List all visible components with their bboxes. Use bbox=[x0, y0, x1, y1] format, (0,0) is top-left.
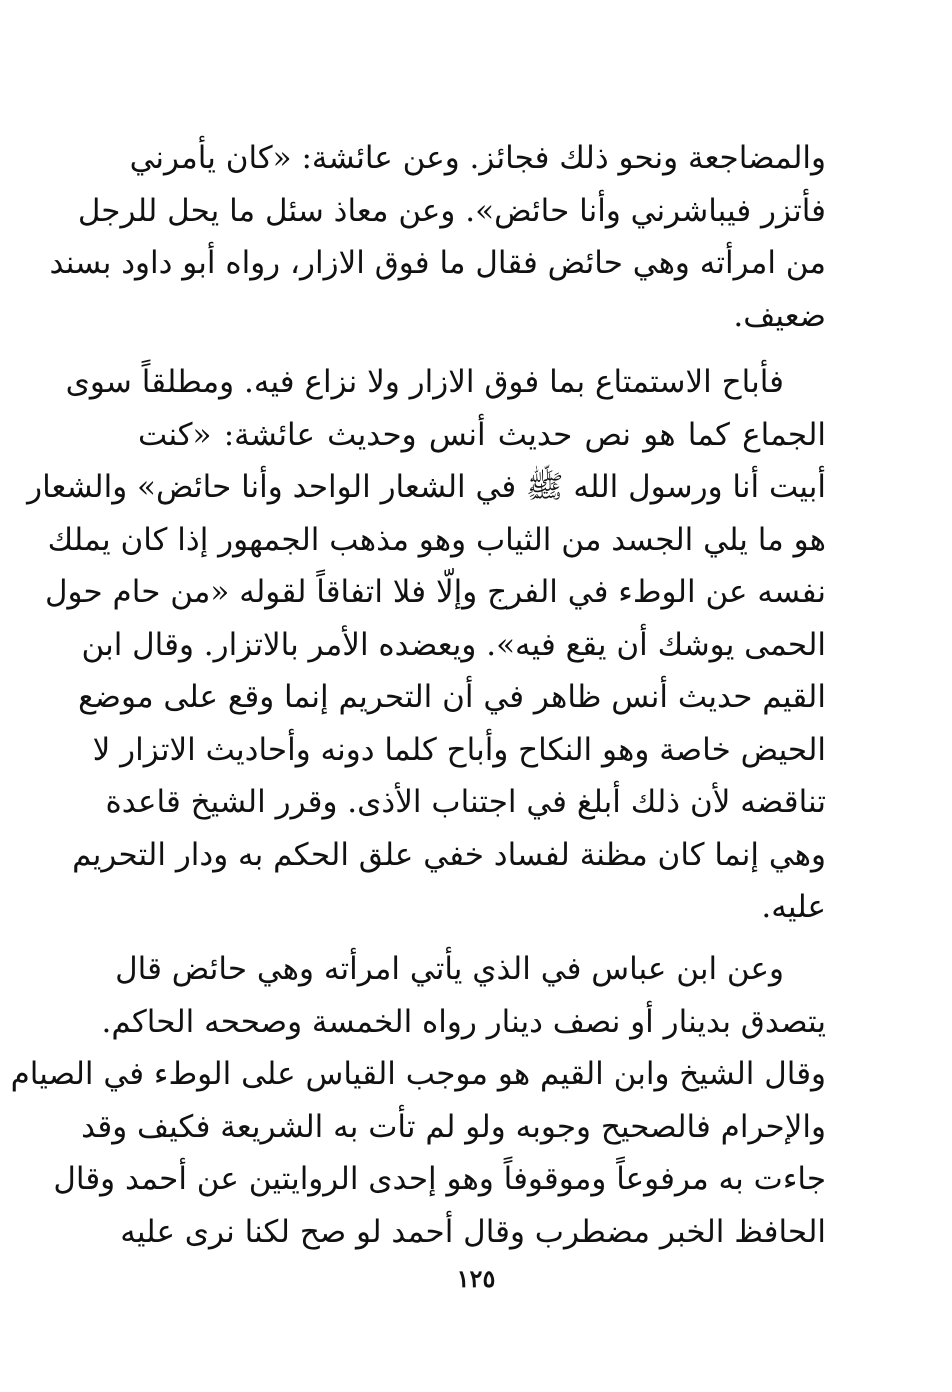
text-line: ضعيف. bbox=[733, 297, 826, 334]
text-line: فأتزر فيباشرني وأنا حائض». وعن معاذ سئل ما يحل للرجل bbox=[77, 192, 826, 229]
text-line: الحافظ الخبر مضطرب وقال أحمد لو صح لكنا نرى عليه bbox=[120, 1213, 826, 1250]
text-line: فأباح الاستمتاع بما فوق الازار ولا نزاع فيه. ومطلقاً سوى bbox=[65, 364, 784, 400]
paragraph-2 bbox=[27, 356, 826, 934]
text-line: وعن ابن عباس في الذي يأتي امرأته وهي حائض قال bbox=[115, 951, 784, 987]
text-line: والمضاجعة ونحو ذلك فجائز. وعن عائشة: «كان يأمرني bbox=[129, 140, 826, 176]
text-line: يتصدق بدينار أو نصف دينار رواه الخمسة وصححه الحاكم. bbox=[101, 1003, 826, 1040]
text-line: والإحرام فالصحيح وجوبه ولو لم تأت به الشريعة فكيف وقد bbox=[81, 1108, 826, 1145]
text-line: نفسه عن الوطء في الفرج وإلّا فلا اتفاقاً لقوله «من حام حول bbox=[45, 574, 826, 610]
text-line: الجماع كما هو نص حديث أنس وحديث عائشة: «كنت bbox=[138, 416, 826, 453]
text-line: جاءت به مرفوعاً وموقوفاً وهو إحدى الروايتين عن أحمد وقال bbox=[53, 1161, 826, 1197]
text-line: وقال الشيخ وابن القيم هو موجب القياس على الوطء في الصيام bbox=[10, 1056, 826, 1092]
text-line: وهي إنما كان مظنة لفساد خفي علق الحكم به ودار التحريم bbox=[72, 836, 826, 873]
text-line: الحيض خاصة وهو النكاح وأباح كلما دونه وأحاديث الاتزار لا bbox=[92, 731, 826, 768]
paragraph-3 bbox=[10, 943, 826, 1258]
text-line: القيم حديث أنس ظاهر في أن التحريم إنما وقع على موضع bbox=[78, 679, 826, 715]
text-line: عليه. bbox=[761, 889, 826, 925]
text-line: أبيت أنا ورسول الله ﷺ في الشعار الواحد وأنا حائض» والشعار bbox=[27, 469, 826, 505]
paragraph-1 bbox=[49, 132, 826, 342]
page-number: ١٢٥ bbox=[456, 1264, 496, 1293]
text-line: من امرأته وهي حائض فقال ما فوق الازار، رواه أبو داود بسند bbox=[49, 245, 826, 281]
text-line: تناقضه لأن ذلك أبلغ في اجتناب الأذى. وقرر الشيخ قاعدة bbox=[105, 784, 826, 820]
text-line: الحمى يوشك أن يقع فيه». ويعضده الأمر بالاتزار. وقال ابن bbox=[81, 626, 826, 663]
text-line: هو ما يلي الجسد من الثياب وهو مذهب الجمهور إذا كان يملك bbox=[47, 521, 826, 558]
